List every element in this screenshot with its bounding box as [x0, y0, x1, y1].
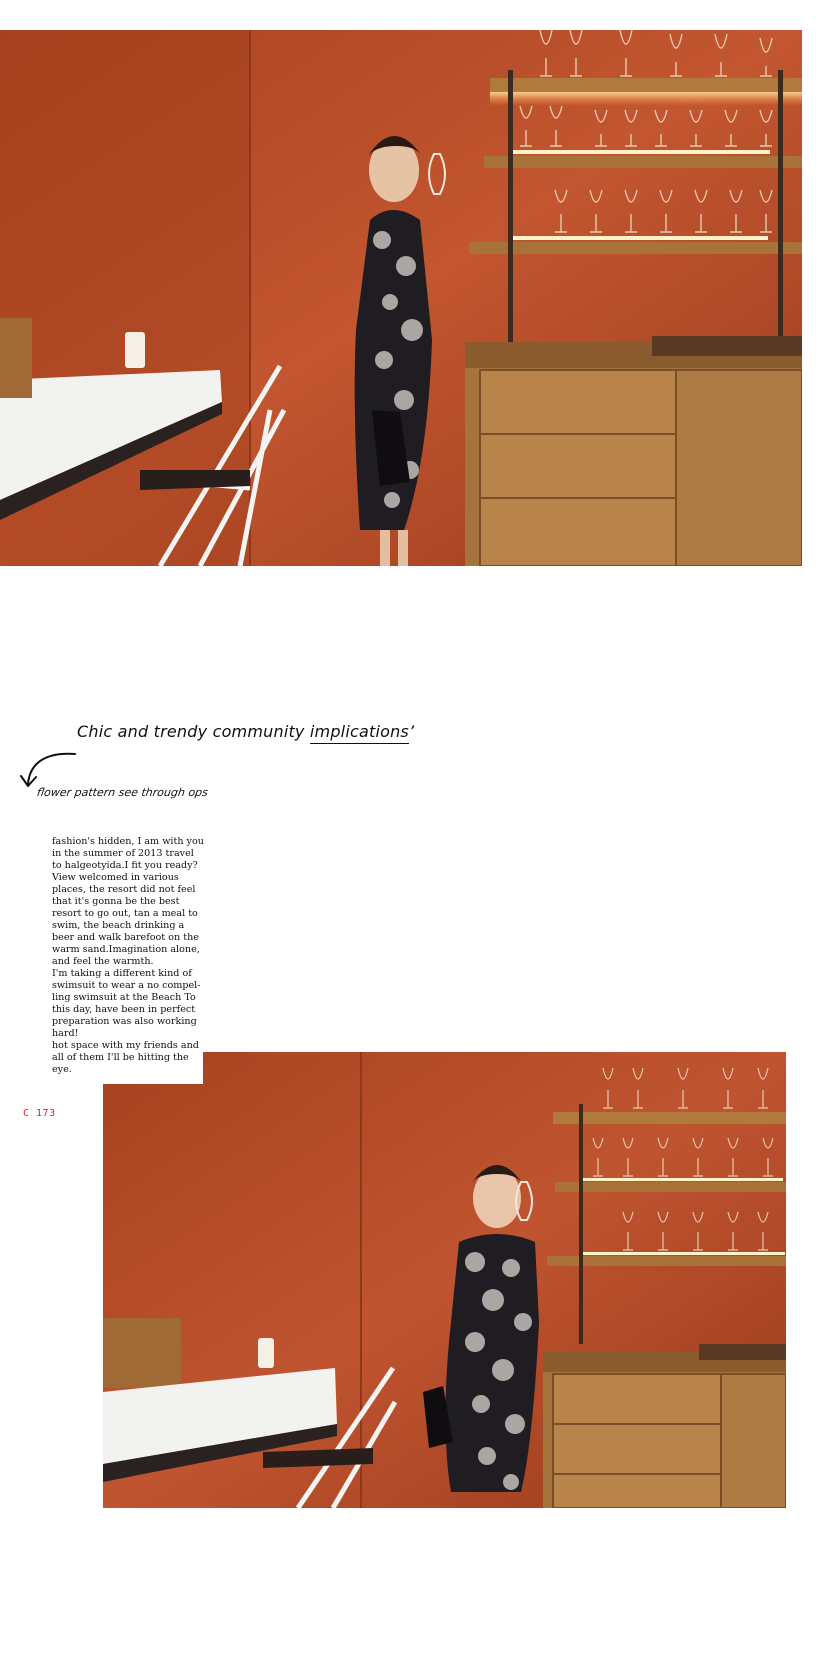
headline: [77, 722, 414, 741]
story-paragraph: I'm taking a different kind of swimsuit to wear a no compel-ling swimsuit at the Beach To this day, have been in perfect preparation was also working hard!: [52, 968, 201, 1039]
photo-illustration-top: [0, 30, 802, 566]
headline-underlined: implications: [310, 722, 409, 744]
photo-illustration-bottom: [103, 1052, 786, 1508]
subhead: flower pattern see through ops: [36, 786, 209, 799]
product-photo-bottom: [103, 1052, 786, 1508]
headline-text: Chic and trendy community: [77, 722, 310, 741]
size-code-label: C 173: [23, 1108, 56, 1119]
product-photo-top: [0, 30, 802, 566]
headline-trailing: ’: [408, 722, 415, 741]
story-paragraph: fashion's hidden, I am with you in the summer of 2013 travel to halgeotyida.I fit you ready?View welcomed in various places, the resort did not feel that it's gonna be the best resort to go out, tan a meal to swim, the beach drinking a beer and walk barefoot on the warm sand.Imagination alone, and feel the warmth.: [52, 836, 204, 967]
story-paragraph: hot space with my friends and all of them I'll be hitting the eye.: [52, 1040, 199, 1075]
story-text: [52, 836, 204, 1076]
